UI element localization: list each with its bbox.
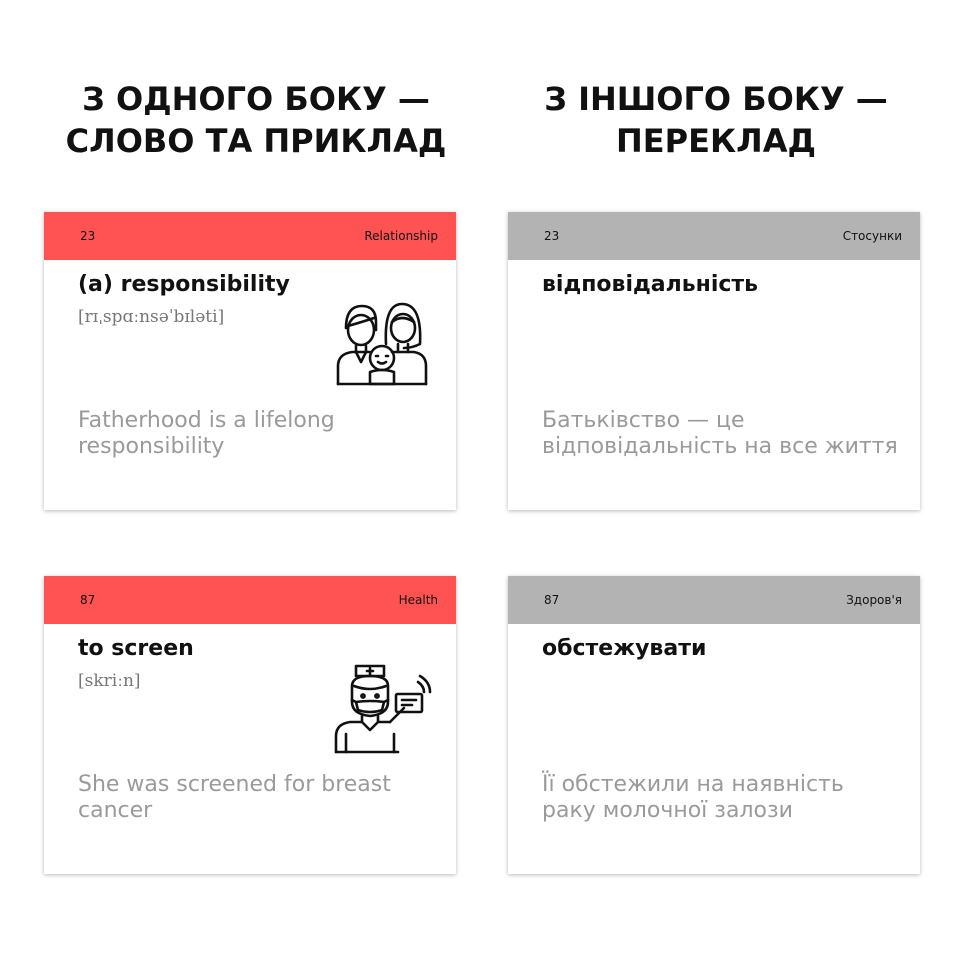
card-header-band (508, 576, 920, 624)
card-header-band (44, 576, 456, 624)
card-category: Relationship (364, 229, 438, 243)
card-translation: відповідальність (542, 272, 759, 297)
card-word: (a) responsibility (78, 272, 290, 297)
card-example: Fatherhood is a lifelong responsibility (78, 408, 335, 459)
heading-back-line-1: З ІНШОГО БОКУ — (544, 80, 888, 118)
card-number: 23 (544, 229, 560, 243)
nurse-icon (332, 656, 432, 756)
card-example-translation: Її обстежили на наявність раку молочної залози (542, 772, 844, 823)
card-number: 87 (80, 593, 96, 607)
card-header-band (508, 212, 920, 260)
card-category: Здоров'я (846, 593, 902, 607)
card-example: She was screened for breast cancer (78, 772, 391, 823)
heading-front-line-2: СЛОВО ТА ПРИКЛАД (65, 122, 447, 160)
heading-front-line-1: З ОДНОГО БОКУ — (82, 80, 430, 118)
card-category: Стосунки (842, 229, 902, 243)
heading-back-side (496, 78, 936, 162)
flashcard-front-screen[interactable] (44, 576, 456, 874)
card-example-translation: Батьківство — це відповідальність на все життя (542, 408, 898, 459)
card-number: 87 (544, 593, 560, 607)
card-word: to screen (78, 636, 194, 661)
flashcard-back-responsibility[interactable] (508, 212, 920, 510)
family-icon (332, 292, 432, 392)
card-translation: обстежувати (542, 636, 707, 661)
flashcard-back-screen[interactable] (508, 576, 920, 874)
card-category: Health (398, 593, 438, 607)
card-number: 23 (80, 229, 96, 243)
heading-back-line-2: ПЕРЕКЛАД (616, 122, 816, 160)
heading-front-side (36, 78, 476, 162)
card-transcription: [skriːn] (78, 671, 141, 691)
flashcard-front-responsibility[interactable] (44, 212, 456, 510)
card-header-band (44, 212, 456, 260)
card-transcription: [rɪˌspɑːnsəˈbɪləti] (78, 307, 225, 327)
